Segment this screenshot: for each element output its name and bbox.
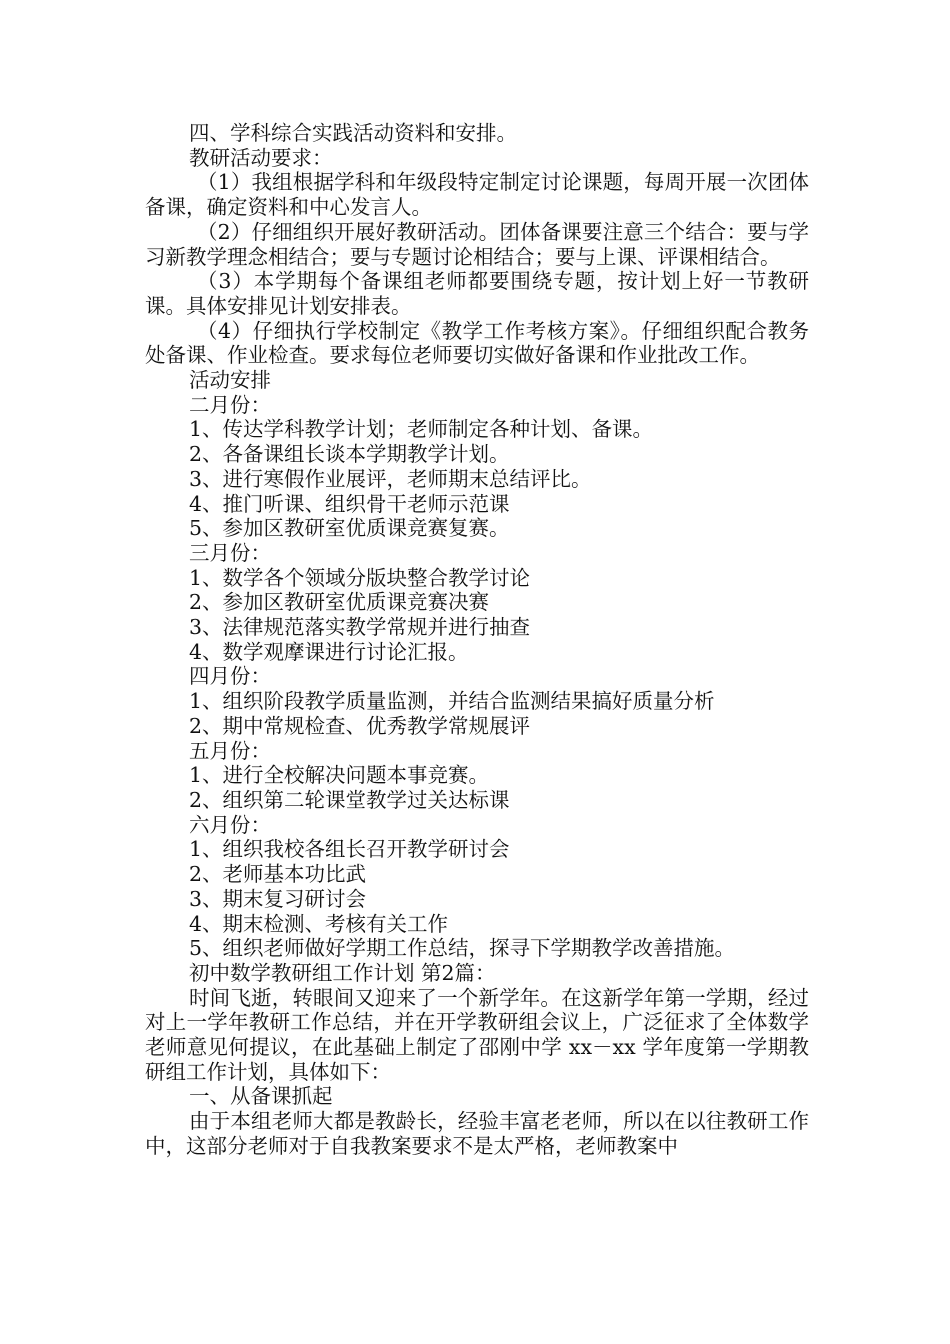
list-item: 2、参加区教研室优质课竞赛决赛 bbox=[189, 590, 490, 615]
paragraph-may: 五月份： bbox=[189, 738, 271, 763]
list-item: 5、组织老师做好学期工作总结，探寻下学期教学改善措施。 bbox=[189, 936, 736, 961]
list-item: 1、组织阶段教学质量监测，并结合监测结果搞好质量分析 bbox=[189, 689, 715, 714]
paragraph-requirement-4: （4）仔细执行学校制定《教学工作考核方案》。仔细组织配合教务处备课、作业检查。要求每位老师要切实做好备课和作业批改工作。 bbox=[145, 318, 809, 368]
paragraph-april: 四月份： bbox=[189, 664, 271, 689]
paragraph-march: 三月份： bbox=[189, 540, 271, 565]
paragraph-february: 二月份： bbox=[189, 392, 271, 417]
list-item: 2、组织第二轮课堂教学过关达标课 bbox=[189, 787, 510, 812]
paragraph-section-one: 一、从备课抓起 bbox=[189, 1084, 333, 1109]
paragraph-requirement-1: （1）我组根据学科和年级段特定制定讨论课题，每周开展一次团体备课，确定资料和中心发言人。 bbox=[145, 170, 809, 220]
document-body bbox=[145, 121, 809, 1159]
list-item: 2、老师基本功比武 bbox=[189, 862, 367, 887]
paragraph-part2-title: 初中数学教研组工作计划 第2篇： bbox=[189, 960, 496, 985]
list-item: 3、法律规范落实教学常规并进行抽查 bbox=[189, 615, 531, 640]
list-item: 1、传达学科教学计划；老师制定各种计划、备课。 bbox=[189, 417, 654, 442]
paragraph-section-one-body: 由于本组老师大都是教龄长，经验丰富老老师，所以在以往教研工作中，这部分老师对于自我教案要求不是太严格，老师教案中 bbox=[145, 1109, 809, 1158]
list-item: 5、参加区教研室优质课竞赛复赛。 bbox=[189, 516, 510, 541]
paragraph-june: 六月份： bbox=[189, 812, 271, 837]
paragraph-activity-heading: 活动安排 bbox=[189, 368, 271, 393]
list-item: 1、数学各个领域分版块整合教学讨论 bbox=[189, 565, 531, 590]
list-item: 3、期末复习研讨会 bbox=[189, 886, 367, 911]
paragraph-requirement-2: （2）仔细组织开展好教研活动。团体备课要注意三个结合：要与学习新教学理念相结合；要与专题讨论相结合；要与上课、评课相结合。 bbox=[145, 219, 809, 269]
list-item: 2、期中常规检查、优秀教学常规展评 bbox=[189, 713, 531, 738]
list-item: 2、各备课组长谈本学期教学计划。 bbox=[189, 442, 510, 467]
paragraph-requirements-heading: 教研活动要求： bbox=[189, 145, 333, 170]
paragraph-intro: 时间飞逝，转眼间又迎来了一个新学年。在这新学年第一学期，经过对上一学年教研工作总结，并在开学教研组会议上，广泛征求了全体数学老师意见何提议，在此基础上制定了邵刚中学 xx－xx 学年度第一学期教研组工作计划，具体如下： bbox=[145, 985, 809, 1084]
list-item: 1、组织我校各组长召开教学研讨会 bbox=[189, 837, 510, 862]
paragraph-section-four: 四、学科综合实践活动资料和安排。 bbox=[189, 121, 517, 145]
list-item: 4、推门听课、组织骨干老师示范课 bbox=[189, 491, 510, 516]
list-item: 4、期末检测、考核有关工作 bbox=[189, 911, 449, 936]
list-item: 4、数学观摩课进行讨论汇报。 bbox=[189, 639, 469, 664]
paragraph-requirement-3: （3）本学期每个备课组老师都要围绕专题，按计划上好一节教研课。具体安排见计划安排表。 bbox=[145, 269, 809, 318]
list-item: 3、进行寒假作业展评，老师期末总结评比。 bbox=[189, 466, 592, 491]
list-item: 1、进行全校解决问题本事竞赛。 bbox=[189, 763, 490, 788]
